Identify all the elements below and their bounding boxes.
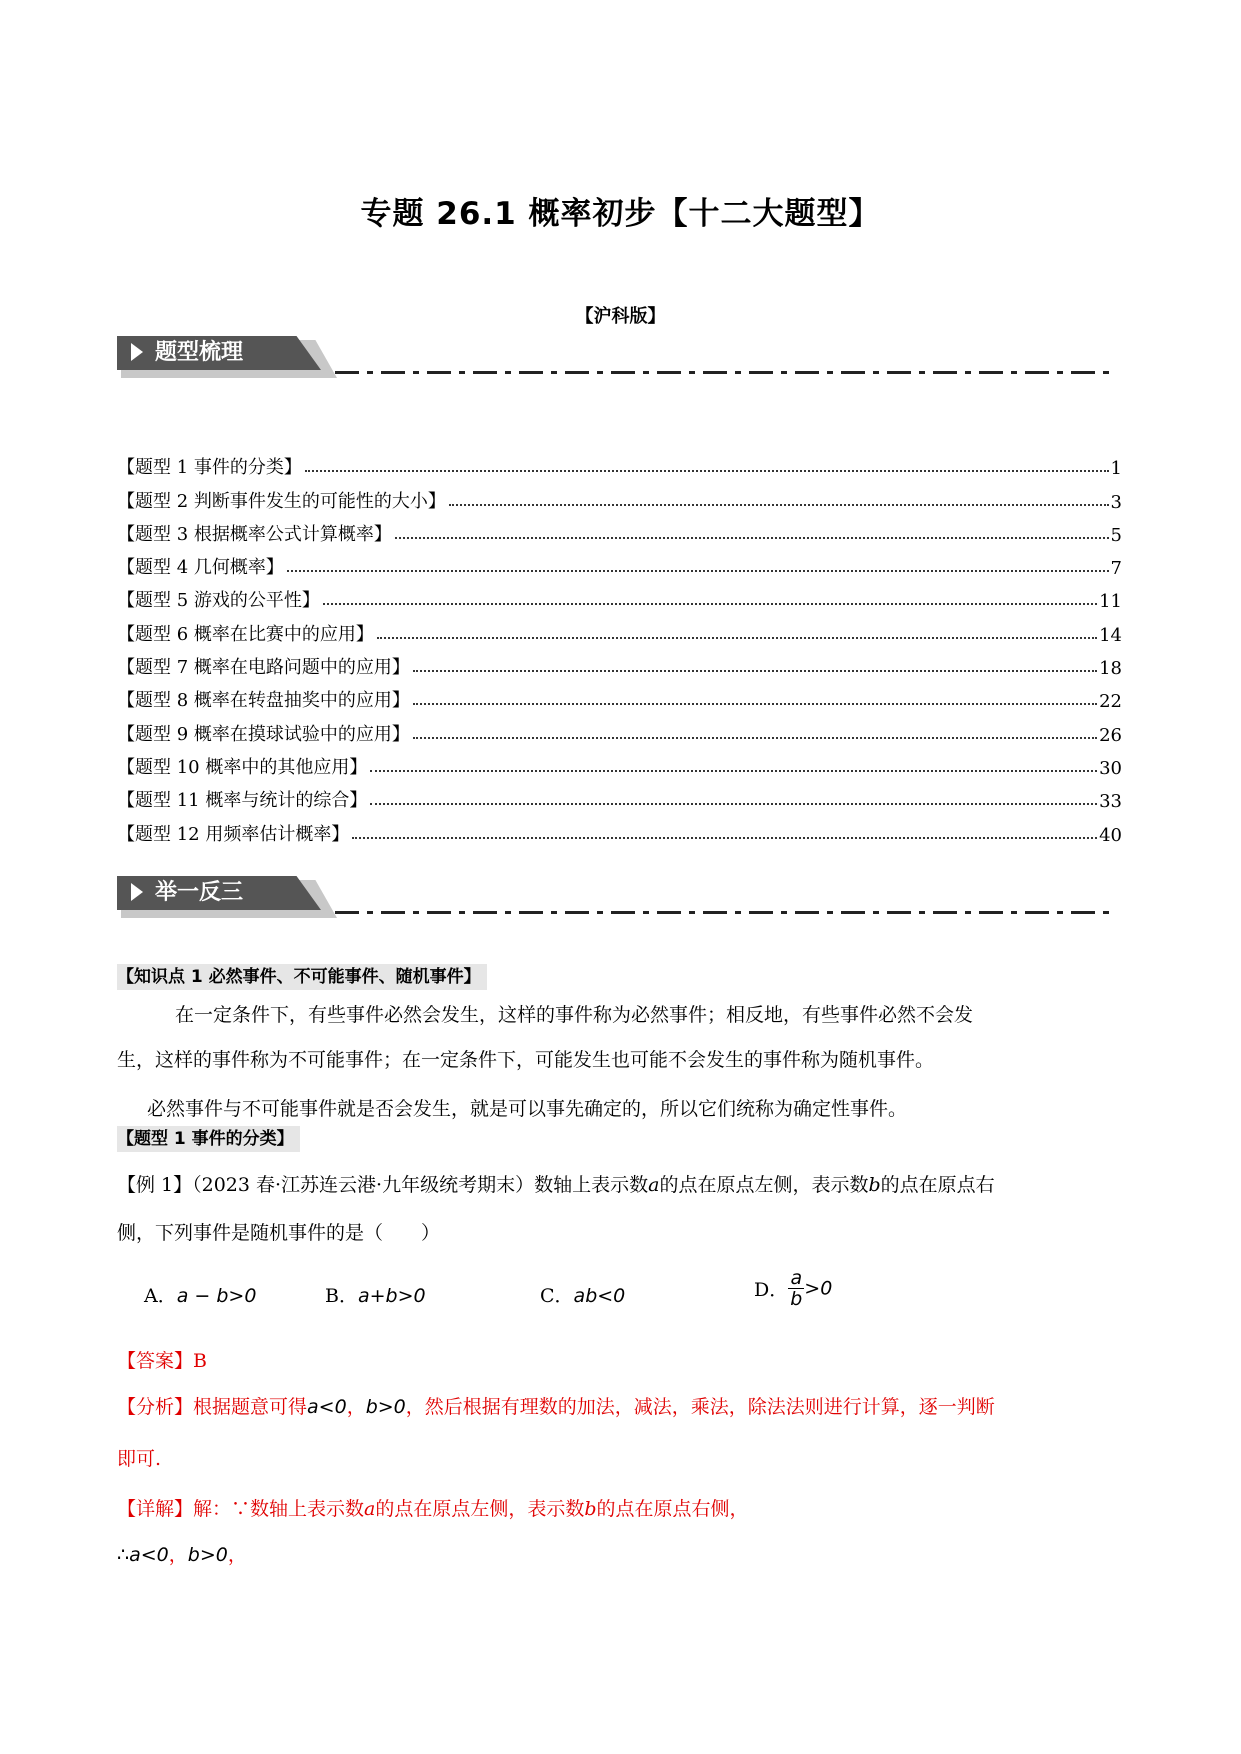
example-line1: 【例 1】（2023 春·江苏连云港·九年级统考期末）数轴上表示数a的点在原点左侧，表示数b的点在原点右	[117, 1174, 995, 1196]
toc-dot-leader	[287, 570, 1109, 572]
toc-entry-page: 22	[1099, 691, 1122, 713]
section-banner-practice	[117, 876, 1117, 928]
toc-entry-label: 【题型 9 概率在摸球试验中的应用】	[117, 723, 410, 745]
toc-entry[interactable]	[117, 513, 1122, 546]
analysis-line1: 【分析】根据题意可得a<0，b>0，然后根据有理数的加法，减法，乘法，除法法则进行计算，逐一判断	[117, 1396, 995, 1418]
toc-entry[interactable]	[117, 579, 1122, 612]
toc-entry[interactable]	[117, 679, 1122, 712]
var-a: a	[648, 1174, 660, 1196]
toc-dot-leader	[370, 770, 1097, 772]
answer-line: 【答案】B	[117, 1350, 207, 1372]
toc-dot-leader	[449, 504, 1109, 506]
toc-entry-page: 11	[1099, 591, 1122, 613]
toc-dot-leader	[305, 470, 1109, 472]
toc-entry-page: 7	[1110, 558, 1122, 580]
toc-entry-label: 【题型 7 概率在电路问题中的应用】	[117, 657, 410, 679]
toc-entry-page: 5	[1110, 524, 1122, 546]
toc-entry-page: 1	[1110, 458, 1122, 480]
toc-entry[interactable]	[117, 746, 1122, 779]
toc-entry-label: 【题型 1 事件的分类】	[117, 457, 302, 479]
toc-entry[interactable]	[117, 812, 1122, 845]
option-b: B．a+b>0	[325, 1285, 426, 1307]
section-banner-toc	[117, 336, 1117, 388]
toc-entry-page: 33	[1099, 791, 1122, 813]
detail-line2: ∴a<0，b>0，	[117, 1544, 247, 1566]
dash-dot-rule	[335, 911, 1117, 914]
option-d: D． $\frac{a}{b}$ >0	[754, 1267, 833, 1310]
toc-entry-label: 【题型 5 游戏的公平性】	[117, 590, 320, 612]
toc-entry[interactable]	[117, 479, 1122, 512]
toc-entry-label: 【题型 6 概率在比赛中的应用】	[117, 623, 374, 645]
toc-entry-label: 【题型 11 概率与统计的综合】	[117, 790, 368, 812]
toc-entry[interactable]	[117, 646, 1122, 679]
edition-label: 【沪科版】	[575, 306, 666, 327]
banner-label: 题型梳理	[131, 339, 243, 367]
example-line2: 侧，下列事件是随机事件的是（ ）	[117, 1222, 441, 1244]
analysis-line2: 即可.	[117, 1448, 162, 1470]
toc-dot-leader	[323, 603, 1097, 605]
toc-entry-page: 3	[1110, 491, 1122, 513]
play-triangle-icon	[131, 883, 143, 901]
banner-label: 举一反三	[131, 879, 243, 907]
toc-entry-label: 【题型 10 概率中的其他应用】	[117, 756, 368, 778]
toc-dot-leader	[413, 737, 1097, 739]
knowledge-point-title: 【知识点 1 必然事件、不可能事件、随机事件】	[117, 964, 487, 990]
fraction-a-over-b: $\frac{a}{b}$	[790, 1267, 803, 1310]
toc-entry-label: 【题型 12 用频率估计概率】	[117, 823, 350, 845]
toc-entry[interactable]	[117, 779, 1122, 812]
toc-entry[interactable]	[117, 712, 1122, 745]
table-of-contents	[117, 446, 1122, 846]
var-b: b	[868, 1174, 881, 1196]
toc-dot-leader	[395, 537, 1109, 539]
document-title: 专题 26.1 概率初步【十二大题型】	[360, 196, 881, 232]
toc-entry-page: 26	[1099, 724, 1122, 746]
toc-dot-leader	[377, 637, 1097, 639]
knowledge-paragraph-line1: 在一定条件下，有些事件必然会发生，这样的事件称为必然事件；相反地，有些事件必然不会发	[175, 1004, 974, 1026]
toc-dot-leader	[370, 803, 1097, 805]
detail-line1: 【详解】解：∵数轴上表示数a的点在原点左侧，表示数b的点在原点右侧，	[117, 1498, 749, 1520]
knowledge-paragraph-2: 必然事件与不可能事件就是否会发生，就是可以事先确定的，所以它们统称为确定性事件。	[147, 1098, 908, 1120]
toc-entry-label: 【题型 4 几何概率】	[117, 557, 284, 579]
toc-entry-page: 30	[1099, 757, 1122, 779]
knowledge-paragraph-line2: 生，这样的事件称为不可能事件；在一定条件下，可能发生也可能不会发生的事件称为随机事件。	[117, 1049, 935, 1071]
toc-entry-page: 40	[1099, 824, 1122, 846]
toc-dot-leader	[352, 837, 1097, 839]
toc-entry-label: 【题型 8 概率在转盘抽奖中的应用】	[117, 690, 410, 712]
toc-entry-label: 【题型 3 根据概率公式计算概率】	[117, 523, 392, 545]
toc-entry[interactable]	[117, 546, 1122, 579]
dash-dot-rule	[335, 371, 1117, 374]
toc-entry-page: 18	[1099, 658, 1122, 680]
toc-entry-page: 14	[1099, 624, 1122, 646]
option-c: C．ab<0	[540, 1285, 626, 1307]
option-a: A．a − b>0	[144, 1285, 257, 1307]
play-triangle-icon	[131, 343, 143, 361]
toc-dot-leader	[413, 670, 1097, 672]
toc-entry[interactable]	[117, 612, 1122, 645]
toc-dot-leader	[413, 703, 1097, 705]
toc-entry-label: 【题型 2 判断事件发生的可能性的大小】	[117, 490, 446, 512]
toc-entry[interactable]	[117, 446, 1122, 479]
type1-title: 【题型 1 事件的分类】	[117, 1126, 300, 1152]
